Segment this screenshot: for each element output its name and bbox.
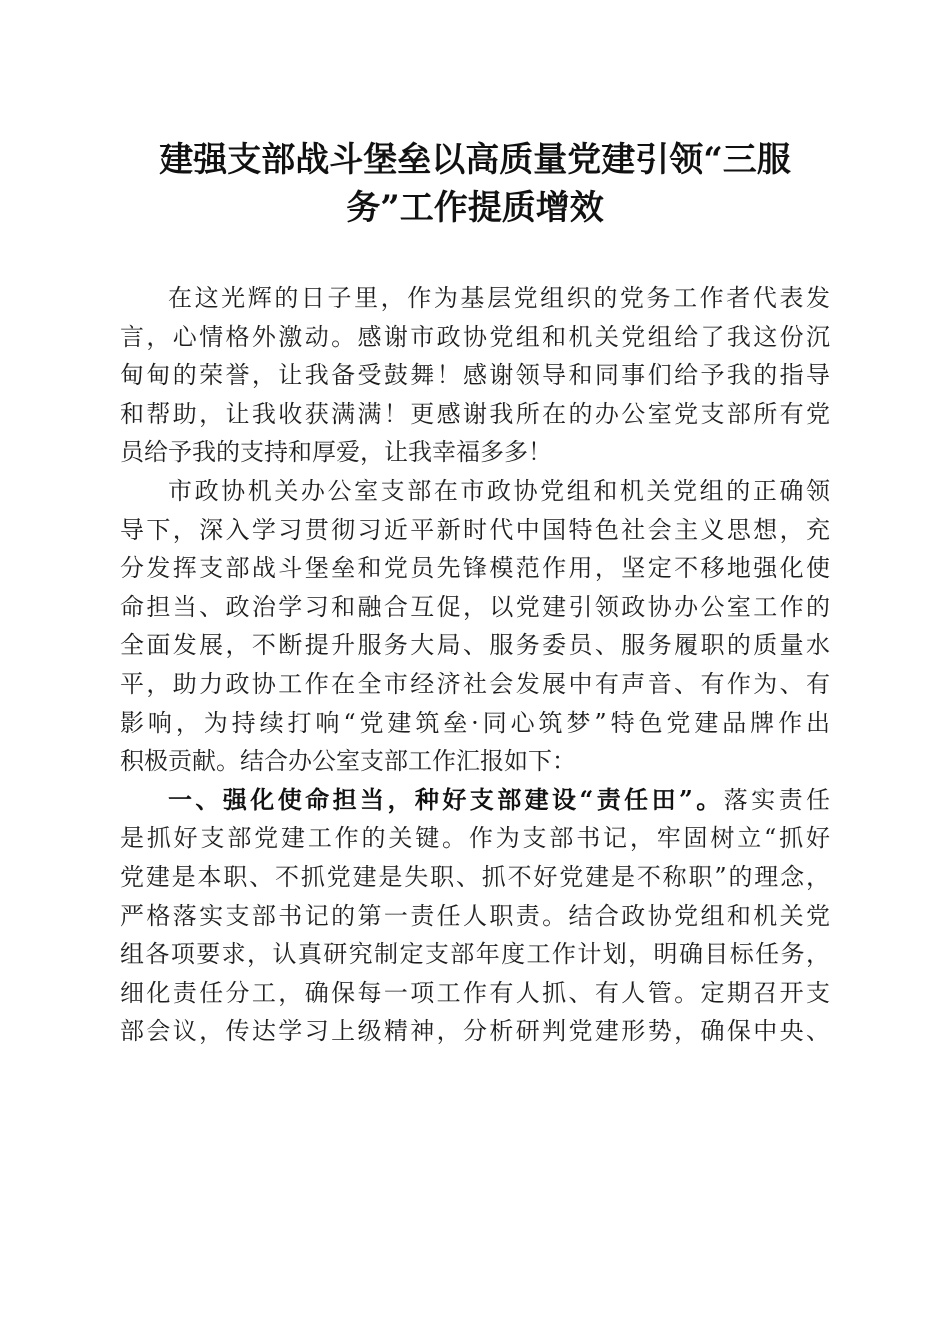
paragraph-line: 积极贡献。结合办公室支部工作汇报如下： <box>120 747 576 776</box>
title-line-2: 务”工作提质增效 <box>346 188 604 228</box>
paragraph-line: 导下，深入学习贯彻习近平新时代中国特色社会主义思想，充 <box>120 515 830 544</box>
section-heading: 一、强化使命担当，种好支部建设“责任田”。 <box>168 784 724 814</box>
paragraph-line: 言，心情格外激动。感谢市政协党组和机关党组给了我这份沉 <box>120 322 830 351</box>
paragraph-line: 细化责任分工，确保每一项工作有人抓、有人管。定期召开支 <box>120 978 830 1007</box>
paragraph-line: 平，助力政协工作在全市经济社会发展中有声音、有作为、有 <box>120 669 830 698</box>
paragraph-intro <box>120 279 830 472</box>
paragraph-line-with-heading <box>120 781 830 820</box>
paragraph-line: 在这光辉的日子里，作为基层党组织的党务工作者代表发 <box>168 284 830 312</box>
document-title <box>120 136 830 232</box>
title-line-1: 建强支部战斗堡垒以高质量党建引领“三服 <box>159 140 791 180</box>
paragraph-line: 全面发展，不断提升服务大局、服务委员、服务履职的质量水 <box>120 631 830 660</box>
paragraph-overview <box>120 472 830 781</box>
paragraph-line: 党建是本职、不抓党建是失职、抓不好党建是不称职”的理念， <box>120 862 830 891</box>
paragraph-line: 严格落实支部书记的第一责任人职责。结合政协党组和机关党 <box>120 901 830 930</box>
heading-line-rest: 落实责任 <box>723 785 831 814</box>
paragraph-line: 市政协机关办公室支部在市政协党组和机关党组的正确领 <box>168 476 830 505</box>
paragraph-line: 和帮助，让我收获满满！更感谢我所在的办公室党支部所有党 <box>120 399 830 428</box>
paragraph-line: 员给予我的支持和厚爱，让我幸福多多！ <box>120 438 552 467</box>
paragraph-line: 影响，为持续打响“党建筑垒·同心筑梦”特色党建品牌作出 <box>120 708 830 737</box>
paragraph-line: 是抓好支部党建工作的关键。作为支部书记，牢固树立“抓好 <box>120 824 830 853</box>
paragraph-line: 组各项要求，认真研究制定支部年度工作计划，明确目标任务， <box>120 940 830 969</box>
paragraph-section-one <box>120 781 830 1051</box>
paragraph-line: 部会议，传达学习上级精神，分析研判党建形势，确保中央、 <box>120 1017 830 1046</box>
paragraph-line: 命担当、政治学习和融合互促，以党建引领政协办公室工作的 <box>120 592 830 621</box>
paragraph-line: 分发挥支部战斗堡垒和党员先锋模范作用，坚定不移地强化使 <box>120 554 830 583</box>
paragraph-line: 甸甸的荣誉，让我备受鼓舞！感谢领导和同事们给予我的指导 <box>120 361 830 390</box>
document-body <box>120 279 830 1051</box>
